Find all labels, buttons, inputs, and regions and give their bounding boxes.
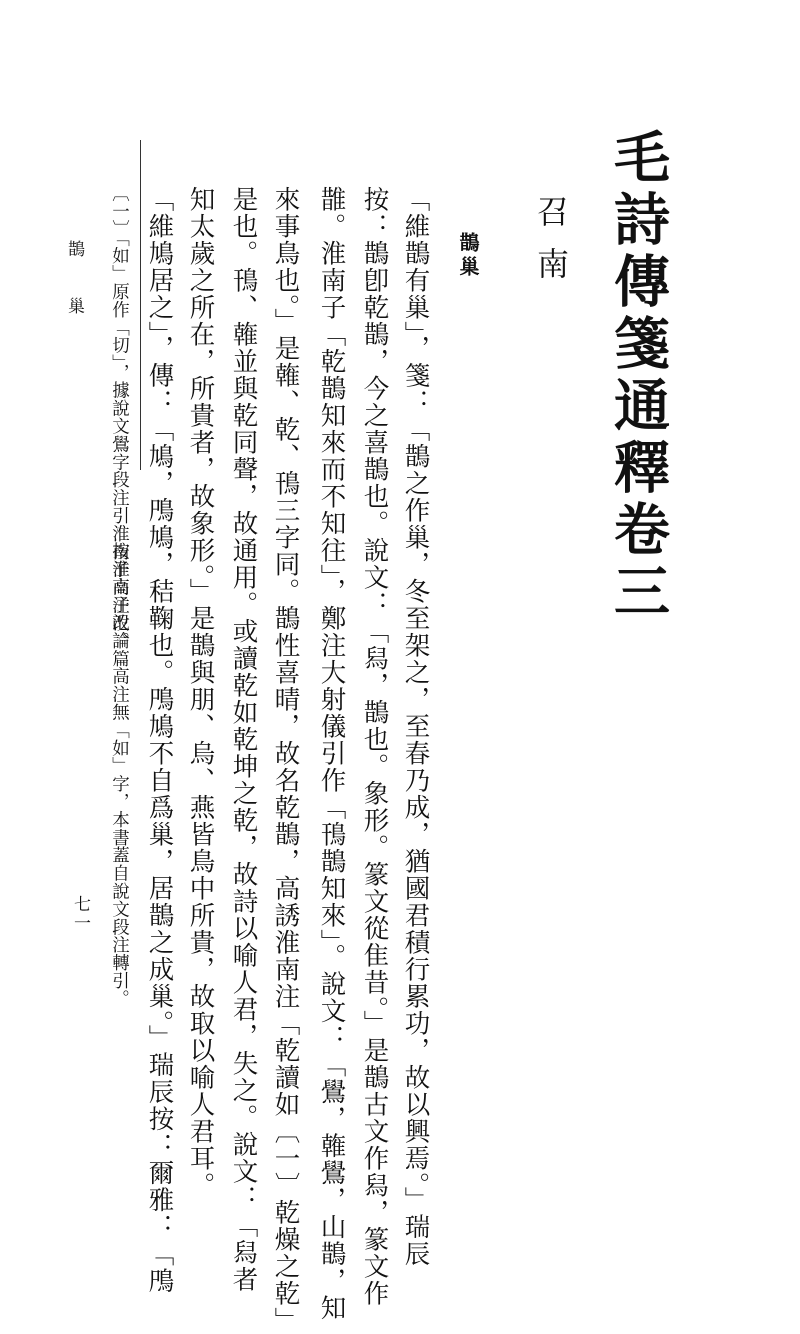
body-column: 䧿。淮南子「乾鵲知來而不知往」，鄭注大射儀引作「鳱鵲知來」。說文：「鷽，雗鷽，山鵲，知 <box>316 186 347 1322</box>
poem-title: 鵲巢 <box>456 232 480 280</box>
body-column: 「維鵲有巢」，箋：「鵲之作巢，冬至架之，至春乃成，猶國君積行累功，故以興焉。」瑞辰 <box>400 186 431 1268</box>
body-column: 知太歲之所在，所貴者，故象形。」是鵲與朋、烏、燕皆鳥中所貴，故取以喻人君耳。 <box>185 186 216 1200</box>
footnote-continuation: 按淮南子氾論篇高注無「如」字，本書蓋自說文段注轉引。 <box>109 542 130 1008</box>
body-column: 按：鵲卽乾鵲，今之喜鵲也。說文：「舄，鵲也。象形。篆文從隹昔。」是鵲古文作舄，篆文作 <box>359 186 390 1308</box>
footnote-divider <box>140 140 141 470</box>
body-column: 是也。鳱、雗並與乾同聲，故通用。或讀乾如乾坤之乾，故詩以喻人君，失之。說文：「舄者 <box>228 186 259 1293</box>
page-number: 七一 <box>70 895 90 933</box>
body-column: 「維鳩居之」，傳：「鳩，鳲鳩，秸鞠也。鳲鳩不自爲巢，居鵲之成巢。」瑞辰按：爾雅：「鳲 <box>144 186 175 1295</box>
running-head: 鵲巢 <box>64 240 84 354</box>
book-title: 毛詩傳箋通釋卷三 <box>605 128 671 624</box>
section-title: 召南 <box>532 195 570 299</box>
footnote: 〔一〕「如」原作「切」，據說文鷽字段注引淮南子高注改。 <box>109 184 130 650</box>
body-column: 來事鳥也。」是雗、乾、鳱三字同。鵲性喜晴，故名乾鵲，高誘淮南注「乾讀如〔一〕乾燥之乾」 <box>270 186 301 1334</box>
